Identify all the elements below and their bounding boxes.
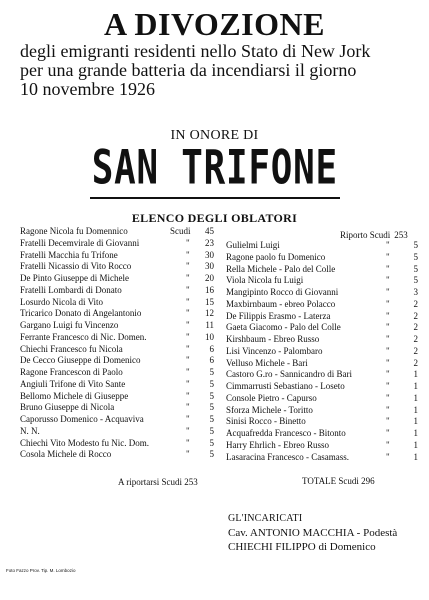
ditto-mark: " [186, 343, 190, 354]
donor-row [20, 226, 212, 238]
donation-amount: 1 [413, 428, 418, 438]
ditto-mark: " [186, 331, 190, 342]
signer-1-prefix: Cav. [228, 527, 248, 539]
donor-name: Harry Ehrlich - Ebreo Russo [226, 439, 329, 450]
donor-name: Lisi Vincenzo - Palombaro [226, 345, 323, 356]
donation-amount: 5 [209, 378, 214, 389]
ditto-mark: " [386, 381, 390, 391]
donor-column-right [226, 240, 416, 463]
donor-row [20, 285, 212, 297]
donor-row [20, 391, 212, 403]
donor-name: Viola Nicola fu Luigi [226, 275, 304, 286]
donor-row [226, 358, 416, 370]
ditto-mark: " [386, 334, 390, 344]
donation-amount: 45 [205, 226, 214, 236]
donor-row [226, 252, 416, 264]
donation-amount: 5 [209, 402, 214, 413]
donor-row [226, 346, 416, 358]
donor-column-left [20, 226, 212, 461]
donor-name: Tricarico Donato di Angelantonio [20, 308, 142, 319]
donor-name: Fratelli Nicassio di Vito Rocco [20, 261, 132, 272]
donor-name: Rella Michele - Palo del Colle [226, 263, 336, 274]
donation-amount: 5 [209, 425, 214, 436]
donor-row [20, 273, 212, 285]
intro-line-1: degli emigranti residenti nello Stato di New Jork [20, 41, 371, 61]
donor-name: Fratelli Lombardi di Donato [20, 284, 122, 295]
signer-1 [228, 526, 397, 540]
donation-amount: 2 [413, 310, 418, 321]
saint-heading-wrap [0, 139, 429, 195]
donation-amount: 10 [205, 331, 214, 342]
donation-amount: 1 [413, 451, 418, 462]
ditto-mark: " [186, 449, 190, 460]
donation-amount: 5 [209, 449, 214, 460]
ditto-mark: " [186, 296, 190, 307]
donor-row [226, 275, 416, 287]
donor-name: Ferrante Francesco di Nic. Domen. [20, 331, 147, 342]
ditto-mark: " [186, 414, 190, 424]
donor-row [20, 261, 212, 273]
donor-name: Fratelli Decemvirale di Giovanni [20, 237, 140, 248]
donor-row [226, 428, 416, 440]
ditto-mark: " [186, 261, 190, 272]
donor-row [20, 332, 212, 344]
donation-amount: 2 [413, 345, 418, 356]
donor-row [20, 250, 212, 262]
donor-name: Sinisi Rocco - Binetto [226, 416, 306, 427]
donor-row [226, 393, 416, 405]
ditto-mark: " [386, 287, 390, 297]
donation-amount: 5 [413, 275, 418, 286]
donor-name: Mangipinto Rocco di Giovanni [226, 287, 339, 297]
ditto-mark: " [386, 263, 390, 274]
donation-amount: 5 [209, 437, 214, 448]
donor-name: Castoro G.ro - Sannicandro di Bari [226, 369, 352, 380]
signer-2-name: CHIECHI FILIPPO [228, 541, 316, 553]
donation-amount: 2 [413, 334, 418, 344]
donation-amount: 5 [413, 251, 418, 262]
donation-amount: 16 [205, 284, 214, 295]
donor-name: Velluso Michele - Bari [226, 357, 308, 368]
donor-row [20, 344, 212, 356]
ditto-mark: " [386, 439, 390, 450]
donor-name: Console Pietro - Capurso [226, 392, 317, 403]
donation-amount: 5 [209, 414, 214, 424]
donation-amount: 30 [205, 249, 214, 260]
signer-1-name: ANTONIO MACCHIA [249, 527, 354, 539]
donor-row [20, 238, 212, 250]
donor-row [226, 240, 416, 252]
donor-row [20, 379, 212, 391]
donation-amount: 5 [209, 367, 214, 377]
donor-name: Bellomo Michele di Giuseppe [20, 390, 129, 401]
donation-amount: 5 [209, 390, 214, 401]
donor-name: Losurdo Nicola di Vito [20, 296, 104, 307]
signers-role: GL'INCARICATI [228, 513, 303, 524]
donor-name: Cimmarrusti Sebastiano - Loseto [226, 381, 345, 391]
signer-2-suffix: di Domenico [318, 541, 376, 553]
donor-name: Kirshbaum - Ebreo Russo [226, 334, 320, 344]
donor-row [226, 405, 416, 417]
ditto-mark: " [186, 249, 190, 260]
ditto-mark: " [386, 275, 390, 286]
donation-amount: 1 [413, 416, 418, 427]
ditto-mark: " [386, 357, 390, 368]
ditto-mark: " [186, 273, 190, 283]
donor-row [20, 355, 212, 367]
donor-name: Ragone Francescon di Paolo [20, 367, 123, 377]
donor-name: De Cecco Giuseppe di Domenico [20, 355, 141, 366]
ditto-mark: " [386, 369, 390, 380]
donor-name: Maxbirnbaum - ebreo Polacco [226, 298, 336, 309]
ditto-mark: " [386, 251, 390, 262]
carry-forward-label: Riporto Scudi [340, 230, 391, 240]
saint-underline [90, 197, 340, 199]
donation-amount: 6 [209, 355, 214, 366]
donor-name: Gulielmi Luigi [226, 240, 280, 250]
donor-row [226, 322, 416, 334]
donor-name: Angiuli Trifone di Vito Sante [20, 378, 126, 389]
ditto-mark: " [386, 392, 390, 403]
ditto-mark: " [386, 345, 390, 356]
donor-name: Lasaracina Francesco - Casamass. [226, 451, 349, 462]
donor-row [226, 299, 416, 311]
donor-name: De Pinto Giuseppe di Michele [20, 273, 129, 283]
donor-name: Acquafredda Francesco - Bitonto [226, 428, 346, 438]
donor-row [226, 416, 416, 428]
ditto-mark: " [386, 416, 390, 427]
donor-name: Ragone paolo fu Domenico [226, 251, 326, 262]
intro-text [20, 42, 420, 99]
ditto-mark: " [386, 322, 390, 333]
ditto-mark: " [186, 355, 190, 366]
ditto-mark: " [186, 320, 190, 330]
donation-amount: 5 [413, 263, 418, 274]
donation-amount: 2 [413, 322, 418, 333]
donor-name: Gaeta Giacomo - Palo del Colle [226, 322, 341, 333]
saint-name: SAN TRIFONE [91, 139, 338, 195]
donation-amount: 3 [413, 287, 418, 297]
donation-amount: 1 [413, 439, 418, 450]
intro-line-2: per una grande batteria da incendiarsi il giorno [20, 60, 357, 80]
donation-amount: 23 [205, 237, 214, 248]
ditto-mark: " [186, 402, 190, 413]
donor-row [20, 426, 212, 438]
donor-row [20, 402, 212, 414]
donation-amount: 12 [205, 308, 214, 319]
donor-row [20, 438, 212, 450]
ditto-mark: " [386, 428, 390, 438]
donor-row [226, 264, 416, 276]
ditto-mark: " [186, 378, 190, 389]
donor-row [226, 369, 416, 381]
donor-name: De Filippis Erasmo - Laterza [226, 310, 331, 321]
grand-total: TOTALE Scudi 296 [302, 476, 375, 486]
donor-row [226, 440, 416, 452]
donor-name: Ragone Nicola fu Domennico [20, 226, 128, 236]
donor-name: Gargano Luigi fu Vincenzo [20, 320, 119, 330]
donation-amount: 1 [413, 369, 418, 380]
donor-row [20, 449, 212, 461]
ditto-mark: " [386, 240, 390, 250]
donor-list-title: ELENCO DEGLI OBLATORI [131, 211, 298, 225]
donor-row [226, 381, 416, 393]
donation-amount: 11 [205, 320, 214, 330]
signer-2 [228, 540, 397, 554]
donation-amount: 2 [413, 298, 418, 309]
donor-row [20, 297, 212, 309]
donor-name: N. N. [20, 425, 40, 436]
ditto-mark: " [186, 367, 190, 377]
donor-row [226, 311, 416, 323]
carry-forward-header [340, 230, 408, 240]
donation-amount: 2 [413, 357, 418, 368]
donation-amount: 1 [413, 392, 418, 403]
donor-row [20, 320, 212, 332]
donor-name: Fratelli Macchia fu Trifone [20, 249, 118, 260]
honor-heading: IN ONORE DI [170, 128, 259, 143]
donor-row [20, 308, 212, 320]
signers-block [228, 512, 397, 554]
donor-name: Caporusso Domenico - Acquaviva [20, 414, 144, 424]
ditto-mark: " [386, 451, 390, 462]
donor-name: Sforza Michele - Toritto [226, 404, 313, 415]
ditto-mark: " [386, 404, 390, 415]
printer-credit: Foto Fazzo Prov. Tip. M. Lombozio [6, 568, 76, 573]
donor-row [20, 367, 212, 379]
donor-name: Cosola Michele di Rocco [20, 449, 112, 460]
currency-unit: Scudi [170, 226, 191, 236]
ditto-mark: " [386, 298, 390, 309]
ditto-mark: " [386, 310, 390, 321]
ditto-mark: " [186, 237, 190, 248]
donor-row [20, 414, 212, 426]
carry-forward-value: 253 [394, 230, 408, 240]
donation-amount: 6 [209, 343, 214, 354]
donation-amount: 15 [205, 296, 214, 307]
ditto-mark: " [186, 308, 190, 319]
ditto-mark: " [186, 390, 190, 401]
donor-row [226, 452, 416, 464]
ditto-mark: " [186, 437, 190, 448]
signer-1-suffix: - Podestà [356, 527, 398, 539]
ditto-mark: " [186, 284, 190, 295]
donor-name: Chiechi Francesco fu Nicola [20, 343, 123, 354]
ditto-mark: " [186, 425, 190, 436]
donation-amount: 20 [205, 273, 214, 283]
donation-amount: 30 [205, 261, 214, 272]
donor-row [226, 334, 416, 346]
donation-amount: 5 [413, 240, 418, 250]
donor-name: Bruno Giuseppe di Nicola [20, 402, 115, 413]
donation-amount: 1 [413, 404, 418, 415]
donor-row [226, 287, 416, 299]
donor-name: Chiechi Vito Modesto fu Nic. Dom. [20, 437, 150, 448]
intro-line-3: 10 novembre 1926 [20, 79, 155, 99]
donation-amount: 1 [413, 381, 418, 391]
poster-title: A DIVOZIONE [104, 6, 325, 42]
left-column-total: A riportarsi Scudi 253 [118, 477, 198, 487]
